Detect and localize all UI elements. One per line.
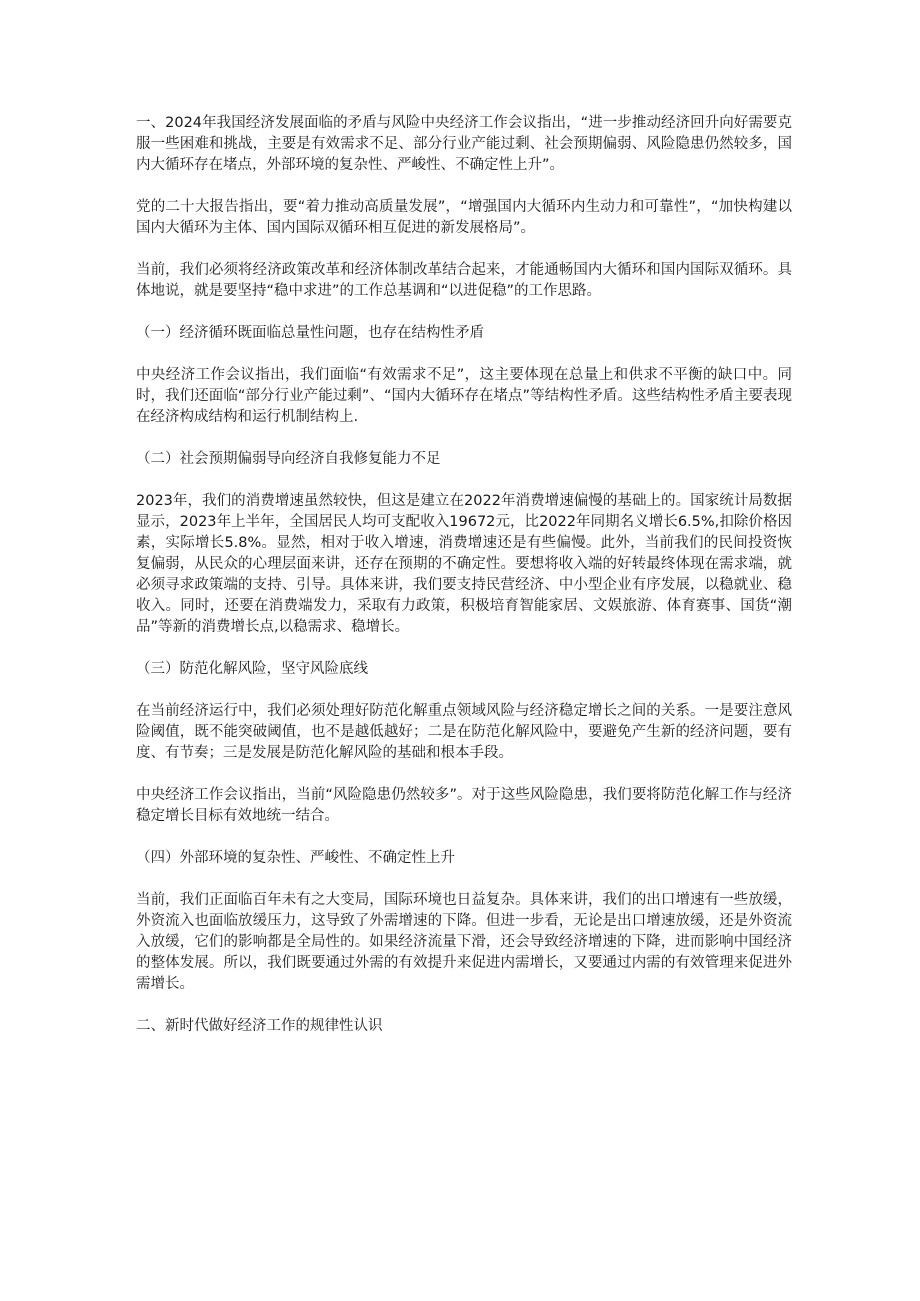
risk-management-paragraph: 在当前经济运行中，我们必须处理好防范化解重点领域风险与经济稳定增长之间的关系。一是要注意风险阈值，既不能突破阈值，也不是越低越好；二是在防范化解风险中，要避免产生新的经济问题，要有度、有节奏；三是发展是防范化解风险的基础和根本手段。 <box>136 703 792 761</box>
subheading-one: （一）经济循环既面临总量性问题，也存在结构性矛盾 <box>136 325 484 341</box>
demand-structure-paragraph: 中央经济工作会议指出，我们面临“有效需求不足”，这主要体现在总量上和供求不平衡的缺口中。同时，我们还面临“部分行业产能过剩”、“国内大循环存在堵点”等结构性矛盾。这些结构性矛盾主要表现在经济构成结构和运行机制结构上. <box>136 367 792 425</box>
consumption-income-paragraph: 2023年，我们的消费增速虽然较快，但这是建立在2022年消费增速偏慢的基础上的。国家统计局数据显示，2023年上半年，全国居民人均可支配收入19672元，比2022年同期名义增长6.5%,扣除价格因素，实际增长5.8%。显然，相对于收入增速，消费增速还是有些偏慢。此外，当前我们的民间投资恢复偏弱，从民众的心理层面来讲，还存在预期的不确定性。要想将收入端的好转最终体现在需求端，就必须寻求政策端的支持、引导。具体来讲，我们要支持民营经济、中小型企业有序发展，以稳就业、稳收入。同时，还要在消费端发力，采取有力政策，积极培育智能家居、文娱旅游、体育赛事、国货“潮品”等新的消费增长点,以稳需求、稳增长。 <box>136 493 792 635</box>
section-one-intro-paragraph: 一、2024年我国经济发展面临的矛盾与风险中央经济工作会议指出，“进一步推动经济回升向好需要克服一些困难和挑战，主要是有效需求不足、部分行业产能过剩、社会预期偏弱、风险隐患仍然较多，国内大循环存在堵点，外部环境的复杂性、严峻性、不确定性上升”。 <box>136 115 792 173</box>
risk-conference-paragraph: 中央经济工作会议指出，当前“风险隐患仍然较多”。对于这些风险隐患，我们要将防范化解工作与经济稳定增长目标有效地统一结合。 <box>136 787 792 824</box>
section-two-heading: 二、新时代做好经济工作的规律性认识 <box>136 1018 383 1034</box>
external-environment-paragraph: 当前，我们正面临百年未有之大变局，国际环境也日益复杂。具体来讲，我们的出口增速有一些放缓，外资流入也面临放缓压力，这导致了外需增速的下降。但进一步看，无论是出口增速放缓，还是外资流入放缓，它们的影响都是全局性的。如果经济流量下滑，还会导致经济增速的下降，进而影响中国经济的整体发展。所以，我们既要通过外需的有效提升来促进内需增长，又要通过内需的有效管理来促进外需增长。 <box>136 892 792 992</box>
subheading-three: （三）防范化解风险，坚守风险底线 <box>136 661 368 677</box>
report-quote-paragraph: 党的二十大报告指出，要“着力推动高质量发展”，“增强国内大循环内生动力和可靠性”，“加快构建以国内大循环为主体、国内国际双循环相互促进的新发展格局”。 <box>136 199 792 236</box>
subheading-four: （四）外部环境的复杂性、严峻性、不确定性上升 <box>136 850 455 866</box>
document-body <box>136 113 792 1058</box>
subheading-two: （二）社会预期偏弱导向经济自我修复能力不足 <box>136 451 441 467</box>
policy-reform-paragraph: 当前，我们必须将经济政策改革和经济体制改革结合起来，才能通畅国内大循环和国内国际双循环。具体地说，就是要坚持“稳中求进”的工作总基调和“以进促稳”的工作思路。 <box>136 262 792 299</box>
